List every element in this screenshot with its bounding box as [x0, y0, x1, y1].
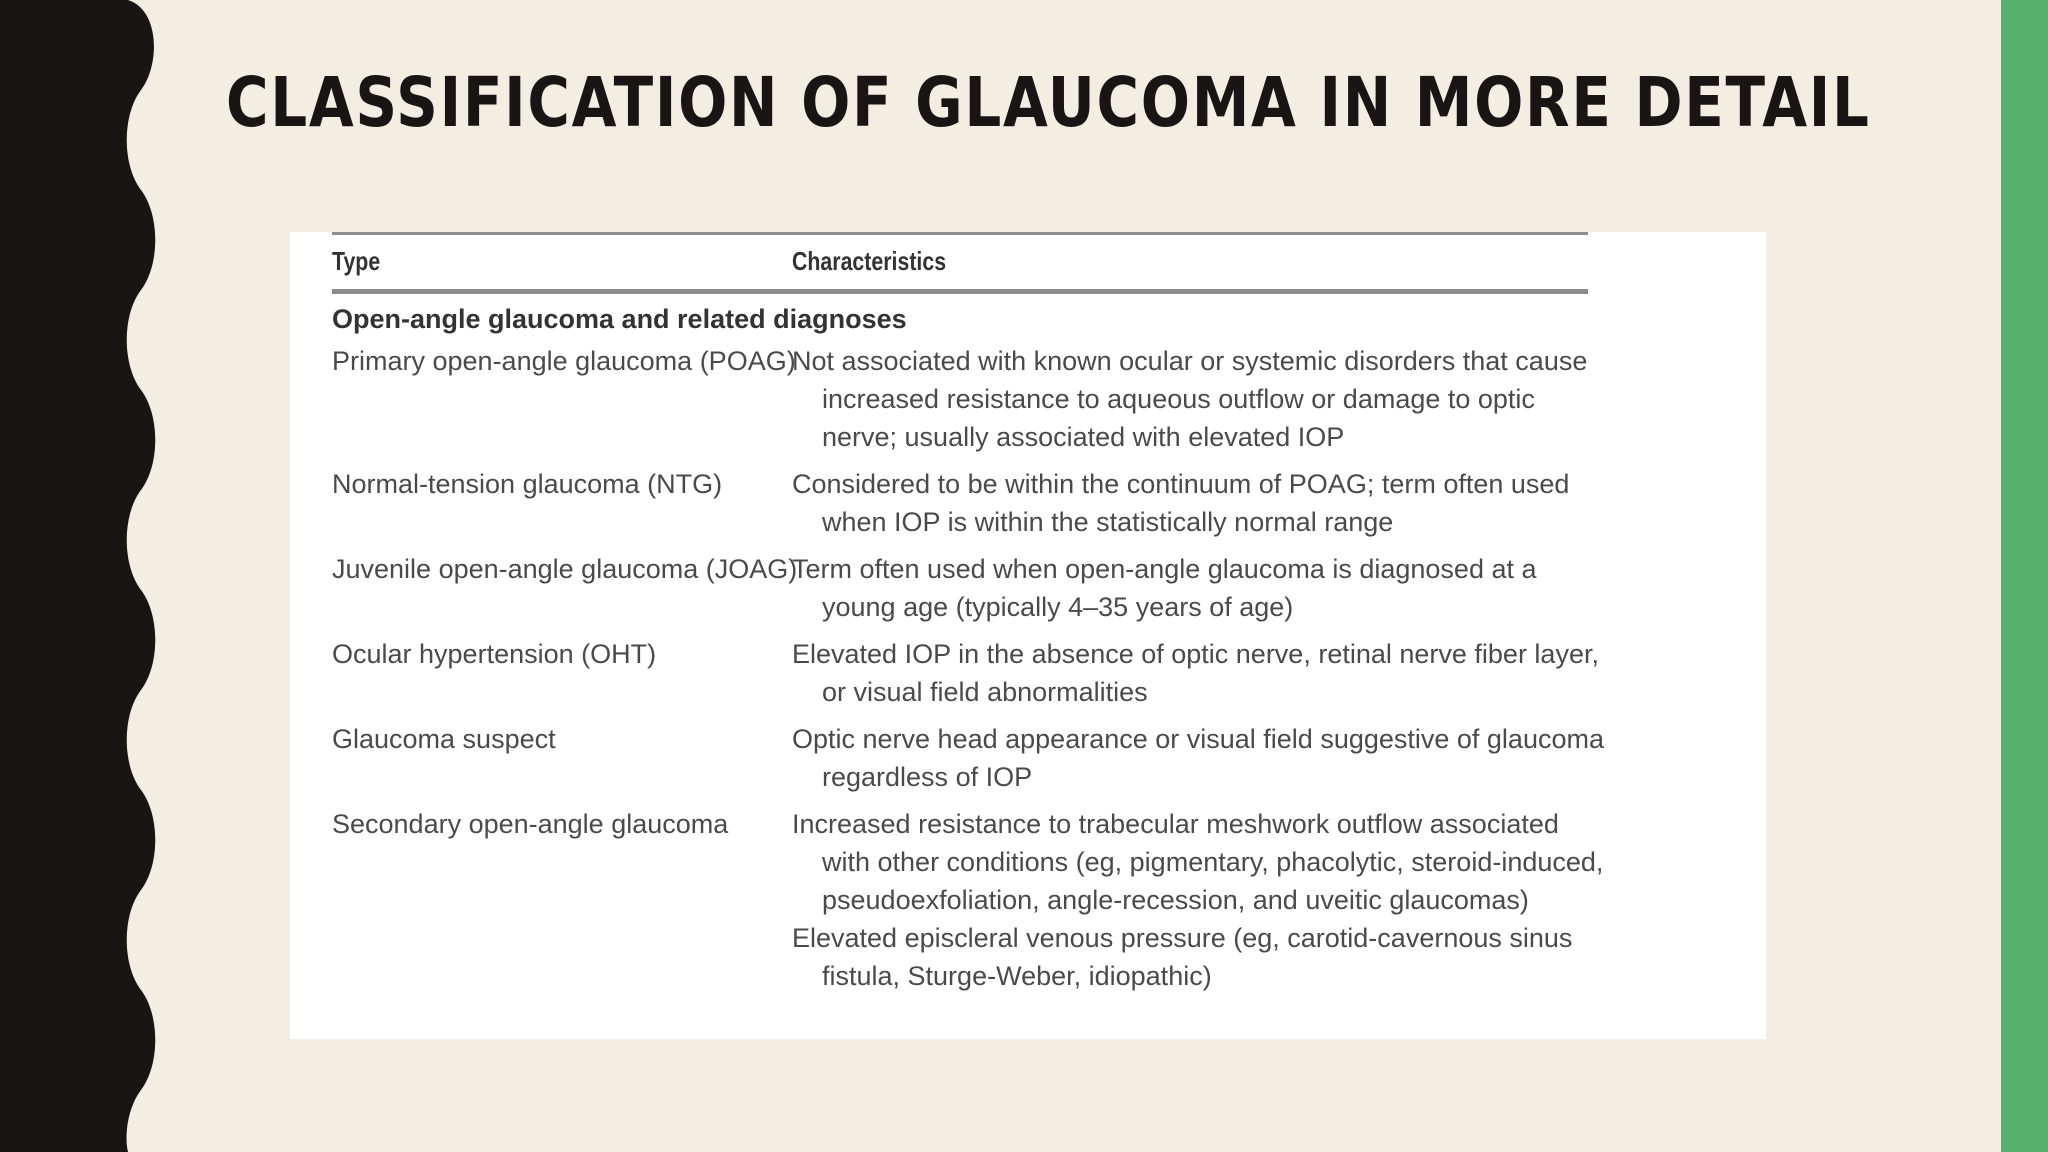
column-header-characteristics: Characteristics	[792, 246, 947, 276]
characteristics-cell	[792, 342, 1612, 456]
characteristics-cell	[792, 550, 1612, 626]
characteristics-text: Elevated IOP in the absence of optic nerve, retinal nerve fiber layer, or visual field abnormalities	[792, 639, 1599, 707]
column-header-type: Type	[332, 246, 381, 276]
characteristics-text: Elevated episcleral venous pressure (eg, carotid-cavernous sinus fistula, Sturge-Weber, idiopathic)	[792, 923, 1573, 991]
type-cell: Primary open-angle glaucoma (POAG)	[332, 346, 796, 376]
characteristics-cell	[792, 720, 1612, 796]
type-cell: Secondary open-angle glaucoma	[332, 809, 729, 839]
type-cell: Glaucoma suspect	[332, 724, 556, 754]
table-header-rule	[332, 289, 1588, 294]
characteristics-text: Not associated with known ocular or systemic disorders that cause increased resistance to aqueous outflow or damage to optic nerve; usually associated with elevated IOP	[792, 346, 1588, 452]
characteristics-cell	[792, 465, 1612, 541]
right-accent-band	[2001, 0, 2048, 1152]
characteristics-cell	[792, 635, 1612, 711]
table-group-title: Open-angle glaucoma and related diagnoses	[332, 304, 907, 334]
classification-table	[290, 232, 1766, 1039]
type-cell: Juvenile open-angle glaucoma (JOAG)	[332, 554, 798, 584]
characteristics-text: Increased resistance to trabecular meshwork outflow associated with other conditions (eg, pigmentary, phacolytic, steroid-induced, pseudoexfoliation, angle-recession, and uveitic glaucomas)	[792, 809, 1604, 915]
type-cell: Ocular hypertension (OHT)	[332, 639, 657, 669]
characteristics-cell	[792, 805, 1612, 995]
slide-title: CLASSIFICATION OF GLAUCOMA IN MORE DETAIL	[226, 63, 1871, 143]
wavy-left-band	[0, 0, 160, 1152]
characteristics-text: Optic nerve head appearance or visual field suggestive of glaucoma regardless of IOP	[792, 724, 1604, 792]
characteristics-text: Term often used when open-angle glaucoma is diagnosed at a young age (typically 4–35 years of age)	[792, 554, 1537, 622]
characteristics-text: Considered to be within the continuum of POAG; term often used when IOP is within the statistically normal range	[792, 469, 1570, 537]
table-top-rule	[332, 232, 1588, 235]
type-cell: Normal-tension glaucoma (NTG)	[332, 469, 723, 499]
